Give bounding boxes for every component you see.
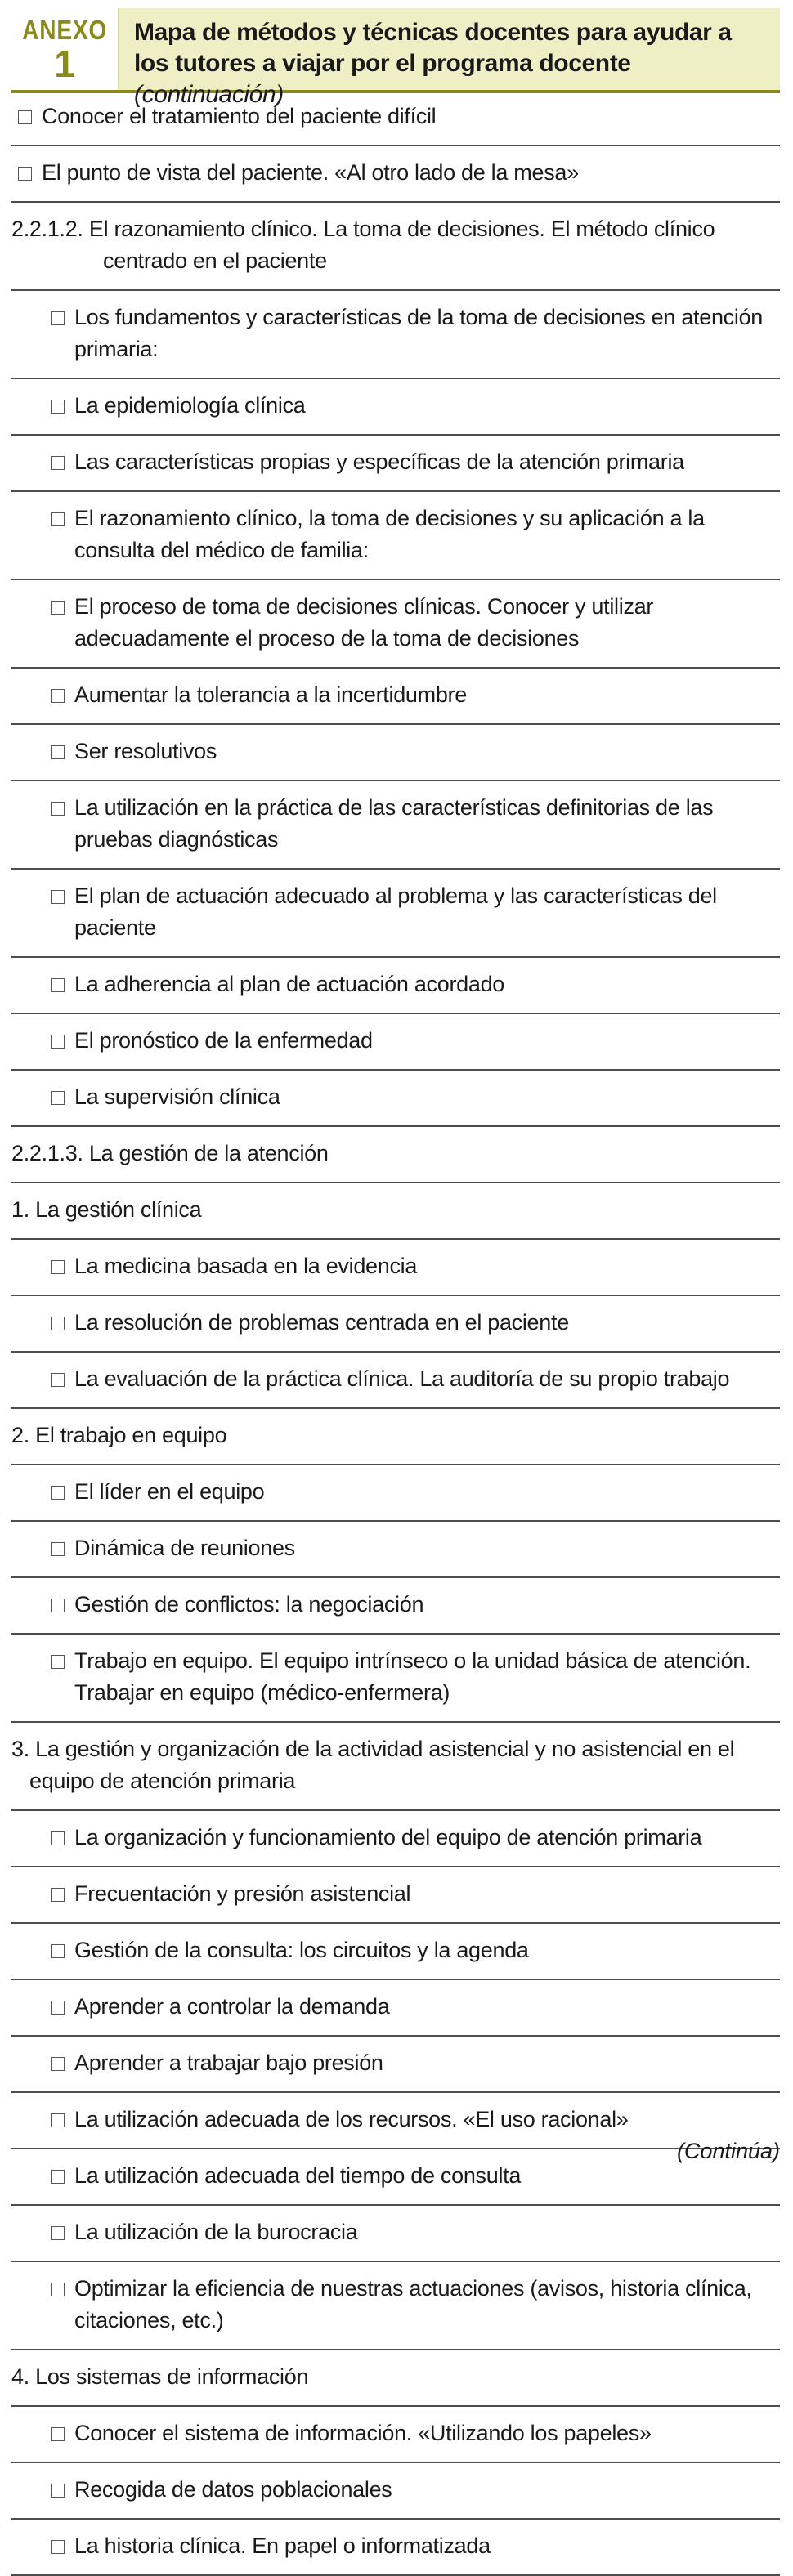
- checkbox[interactable]: [51, 2001, 65, 2015]
- section-heading-label: 4. Los sistemas de información: [11, 2364, 309, 2389]
- section-heading-label: 2. El trabajo en equipo: [11, 1423, 227, 1447]
- checkbox[interactable]: [51, 456, 65, 470]
- section-heading: [11, 1183, 780, 1240]
- checklist-item-label: Ser resolutivos: [74, 739, 217, 763]
- checklist-item-label: Gestión de la consulta: los circuitos y la agenda: [74, 1938, 529, 1962]
- checklist-item-label: Conocer el sistema de información. «Utilizando los papeles»: [74, 2421, 652, 2445]
- checkbox[interactable]: [51, 1599, 65, 1612]
- checklist-item-label: La utilización de la burocracia: [74, 2220, 358, 2244]
- checklist-item-label: Recogida de datos poblacionales: [74, 2477, 392, 2502]
- checklist-item-label: El pronóstico de la enfermedad: [74, 1028, 373, 1053]
- checklist-item[interactable]: [11, 1296, 780, 1353]
- checklist-item-label: El punto de vista del paciente. «Al otro lado de la mesa»: [42, 160, 579, 185]
- checklist-item[interactable]: [11, 146, 780, 203]
- checklist-item-label: La evaluación de la práctica clínica. La auditoría de su propio trabajo: [74, 1366, 730, 1391]
- checklist-item[interactable]: [11, 90, 780, 146]
- checkbox[interactable]: [51, 512, 65, 526]
- checklist-item[interactable]: [11, 2149, 780, 2206]
- checklist-item[interactable]: [11, 1353, 780, 1409]
- checklist-item-label: El plan de actuación adecuado al problema y las características del paciente: [74, 883, 717, 940]
- annex-number: 1: [54, 42, 75, 85]
- checklist-item[interactable]: [11, 958, 780, 1014]
- checklist-item-label: Aprender a controlar la demanda: [74, 1994, 390, 2019]
- checkbox[interactable]: [51, 1888, 65, 1902]
- checklist-item[interactable]: [11, 2206, 780, 2262]
- checklist-item[interactable]: [11, 1811, 780, 1867]
- checklist-item[interactable]: [11, 725, 780, 781]
- checklist-item[interactable]: [11, 1465, 780, 1522]
- checklist-item-label: Aumentar la tolerancia a la incertidumbre: [74, 682, 467, 707]
- checklist-item[interactable]: [11, 1924, 780, 1980]
- checklist-item-label: Conocer el tratamiento del paciente difícil: [42, 104, 437, 128]
- section-heading: [11, 203, 780, 291]
- checklist-item-label: La historia clínica. En papel o informatizada: [74, 2534, 491, 2558]
- checklist-item-label: Optimizar la eficiencia de nuestras actuaciones (avisos, historia clínica, citaciones, etc.): [74, 2276, 752, 2332]
- annex-title-main: Mapa de métodos y técnicas docentes para ayudar a los tutores a viajar por el programa docente: [134, 19, 732, 77]
- checklist-item[interactable]: [11, 1014, 780, 1071]
- checklist-item-label: Trabajo en equipo. El equipo intrínseco o la unidad básica de atención. Trabajar en equipo (médico-enfermera): [74, 1648, 751, 1705]
- annex-title-suffix: (continuación): [134, 81, 284, 108]
- checklist-item[interactable]: [11, 1578, 780, 1635]
- checklist-item-label: La organización y funcionamiento del equipo de atención primaria: [74, 1825, 702, 1849]
- checkbox[interactable]: [51, 2484, 65, 2498]
- checkbox[interactable]: [51, 2427, 65, 2441]
- checklist-item[interactable]: [11, 1240, 780, 1296]
- annex-badge: [11, 8, 118, 90]
- checklist-item[interactable]: [11, 436, 780, 492]
- checkbox[interactable]: [51, 1091, 65, 1105]
- checklist-item-label: La resolución de problemas centrada en el paciente: [74, 1310, 569, 1335]
- checklist-item[interactable]: [11, 580, 780, 669]
- checkbox[interactable]: [18, 167, 32, 181]
- checklist-item-label: La medicina basada en la evidencia: [74, 1254, 418, 1278]
- checklist-item[interactable]: [11, 2520, 780, 2576]
- checklist-item[interactable]: [11, 1522, 780, 1578]
- checkbox[interactable]: [51, 1486, 65, 1500]
- checkbox[interactable]: [51, 1831, 65, 1845]
- checkbox[interactable]: [51, 400, 65, 414]
- checklist-item[interactable]: [11, 669, 780, 725]
- checklist-item-label: Dinámica de reuniones: [74, 1536, 295, 1560]
- annex-title: [118, 8, 780, 108]
- section-heading: [11, 1409, 780, 1465]
- checklist-item-label: Aprender a trabajar bajo presión: [74, 2051, 383, 2075]
- checklist-item[interactable]: [11, 2093, 780, 2149]
- checklist-item[interactable]: [11, 492, 780, 580]
- checklist-item[interactable]: [11, 379, 780, 436]
- checkbox[interactable]: [51, 745, 65, 759]
- checklist-item-label: La utilización adecuada de los recursos. «El uso racional»: [74, 2107, 629, 2131]
- section-heading: [11, 1723, 780, 1811]
- checkbox[interactable]: [51, 2540, 65, 2554]
- checkbox[interactable]: [51, 1260, 65, 1274]
- checkbox[interactable]: [51, 601, 65, 615]
- checkbox[interactable]: [51, 2170, 65, 2184]
- checklist-item-label: La supervisión clínica: [74, 1085, 280, 1109]
- section-heading-label: 2.2.1.3. La gestión de la atención: [11, 1141, 329, 1165]
- section-heading-label: 1. La gestión clínica: [11, 1197, 202, 1222]
- checklist-item-label: La utilización en la práctica de las características definitorias de las pruebas diagnósticas: [74, 795, 714, 852]
- checklist-item-label: La epidemiología clínica: [74, 393, 306, 418]
- section-heading: [11, 1127, 780, 1183]
- checkbox[interactable]: [51, 802, 65, 816]
- checkbox[interactable]: [51, 1542, 65, 1556]
- checkbox[interactable]: [51, 2283, 65, 2296]
- checklist: [11, 90, 780, 2576]
- checkbox[interactable]: [51, 311, 65, 325]
- checklist-item[interactable]: [11, 1980, 780, 2037]
- section-heading: [11, 2350, 780, 2407]
- checklist-item-label: El líder en el equipo: [74, 1479, 265, 1504]
- checkbox[interactable]: [51, 1944, 65, 1958]
- checklist-item[interactable]: [11, 781, 780, 870]
- annex-label: ANEXO: [21, 14, 107, 45]
- checklist-item[interactable]: [11, 291, 780, 379]
- section-heading-label: 3. La gestión y organización de la actividad asistencial y no asistencial en el equipo de atención primaria: [11, 1737, 735, 1793]
- checklist-item[interactable]: [11, 1867, 780, 1924]
- checkbox[interactable]: [51, 1035, 65, 1049]
- continues-note: (Continúa): [676, 2139, 780, 2163]
- checkbox[interactable]: [51, 2113, 65, 2127]
- checkbox[interactable]: [51, 1373, 65, 1387]
- checklist-item[interactable]: [11, 2407, 780, 2463]
- checkbox[interactable]: [51, 2057, 65, 2071]
- checklist-item-label: El proceso de toma de decisiones clínicas. Conocer y utilizar adecuadamente el proceso de la toma de decisiones: [74, 594, 654, 651]
- checklist-item[interactable]: [11, 870, 780, 958]
- checklist-item-label: La utilización adecuada del tiempo de consulta: [74, 2163, 522, 2188]
- checklist-item-label: El razonamiento clínico, la toma de decisiones y su aplicación a la consulta del médico de familia:: [74, 506, 705, 562]
- checklist-item[interactable]: [11, 2037, 780, 2093]
- checkbox[interactable]: [51, 978, 65, 992]
- checkbox[interactable]: [51, 1655, 65, 1669]
- checkbox[interactable]: [18, 110, 32, 124]
- checkbox[interactable]: [51, 890, 65, 904]
- checklist-item[interactable]: [11, 1071, 780, 1127]
- checklist-item-label: Frecuentación y presión asistencial: [74, 1881, 411, 1906]
- checklist-item[interactable]: [11, 2463, 780, 2520]
- checklist-item[interactable]: [11, 1635, 780, 1723]
- checkbox[interactable]: [51, 2226, 65, 2240]
- checklist-item-label: La adherencia al plan de actuación acordado: [74, 972, 505, 996]
- checkbox[interactable]: [51, 689, 65, 703]
- checklist-item[interactable]: [11, 2262, 780, 2350]
- checklist-item-label: Gestión de conflictos: la negociación: [74, 1592, 424, 1617]
- checklist-item-label: Los fundamentos y características de la toma de decisiones en atención primaria:: [74, 305, 763, 361]
- checklist-item-label: Las características propias y específicas de la atención primaria: [74, 449, 684, 474]
- checkbox[interactable]: [51, 1317, 65, 1330]
- section-heading-label: 2.2.1.2. El razonamiento clínico. La toma de decisiones. El método clínico centrado en el paciente: [11, 217, 715, 273]
- annex-header: [11, 8, 780, 108]
